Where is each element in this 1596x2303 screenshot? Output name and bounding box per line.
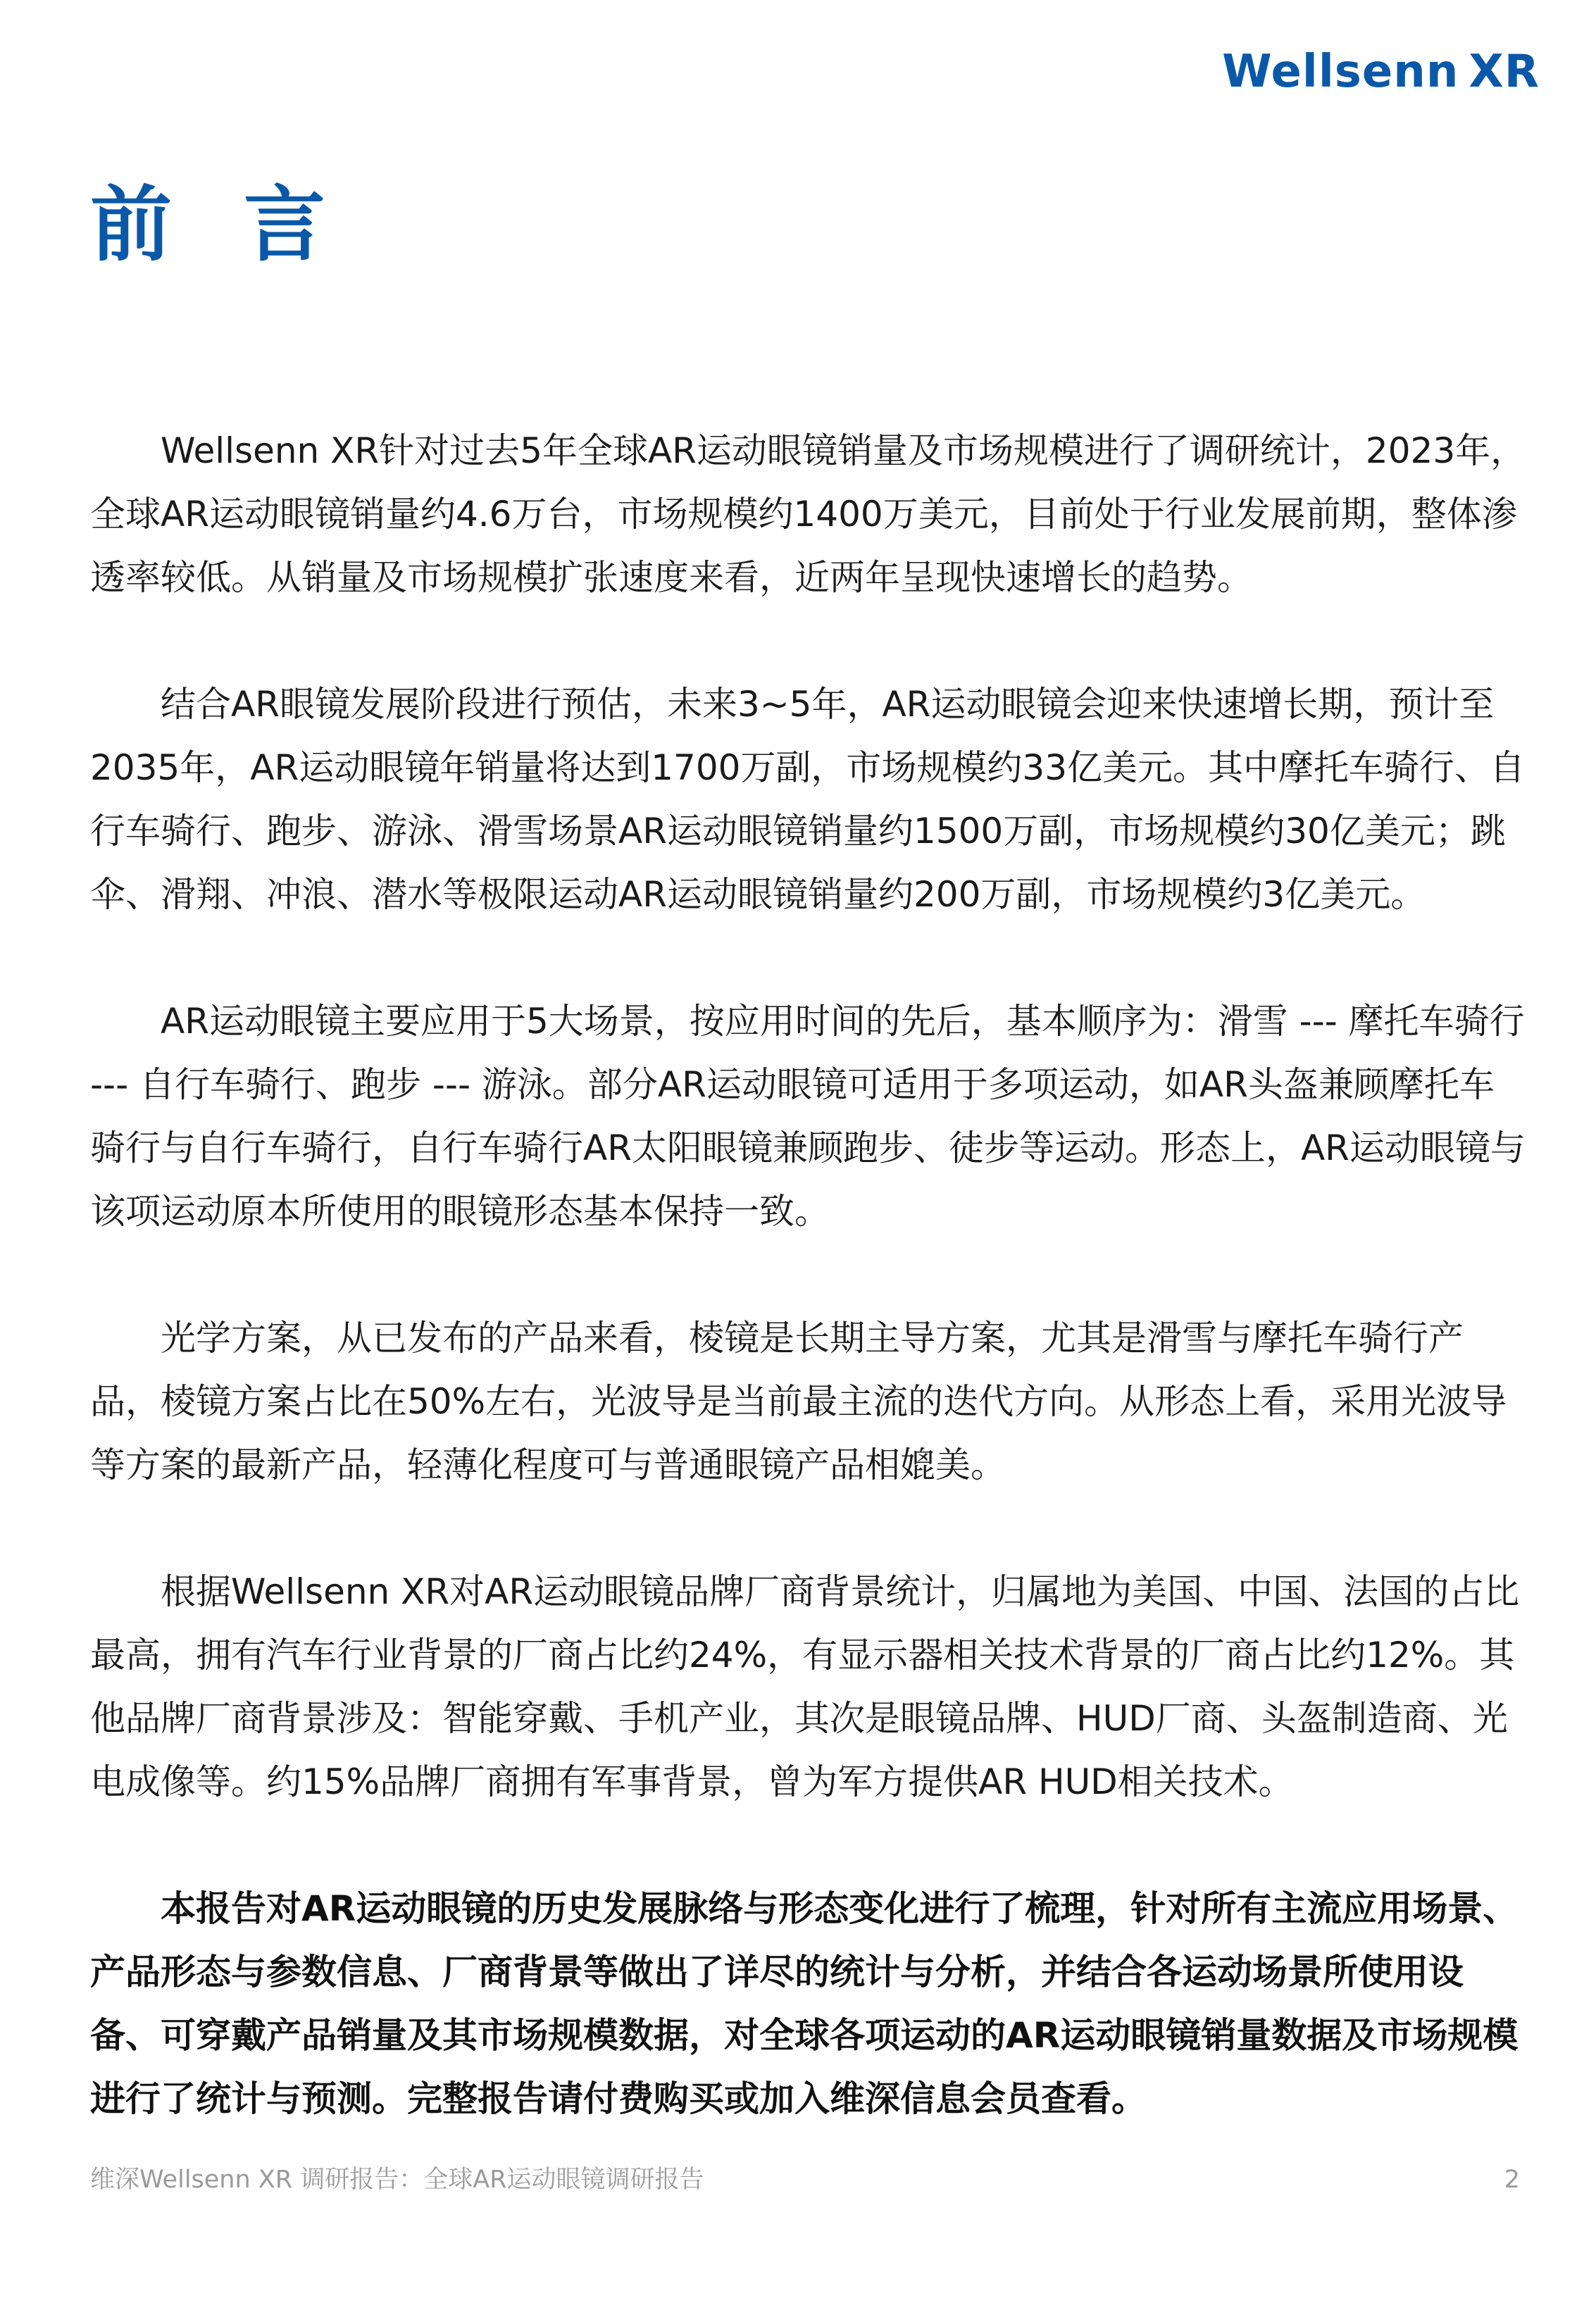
page-number: 2 [1504, 2166, 1520, 2194]
page-title: 前言 [90, 177, 397, 273]
paragraph-optical-solutions: 光学方案，从已发布的产品来看，棱镜是长期主导方案，尤其是滑雪与摩托车骑行产品，棱镜方案占比在50%左右，光波导是当前最主流的迭代方向。从形态上看，采用光波导等方案的最新产品，轻薄化程度可与普通眼镜产品相媲美。 [90, 1318, 1507, 1485]
logo-name: Wellsenn [1222, 46, 1459, 98]
body-content [90, 419, 1527, 2194]
logo-wordmark [1222, 46, 1540, 98]
paragraph-application-scenarios: AR运动眼镜主要应用于5大场景，按应用时间的先后，基本顺序为：滑雪 --- 摩托车骑行 --- 自行车骑行、跑步 --- 游泳。部分AR运动眼镜可适用于多项运动，如AR头盔兼顾摩托车骑行与自行车骑行，自行车骑行AR太阳眼镜兼顾跑步、徒步等运动。形态上，AR运动眼镜与该项运动原本所使用的眼镜形态基本保持一致。 [90, 1001, 1526, 1232]
footer-source: 维深Wellsenn XR 调研报告：全球AR运动眼镜调研报告 [90, 2166, 704, 2194]
page-footer [90, 2168, 1520, 2192]
logo-xr: XR [1469, 46, 1540, 98]
paragraph-forecast: 结合AR眼镜发展阶段进行预估，未来3~5年，AR运动眼镜会迎来快速增长期，预计至2035年，AR运动眼镜年销量将达到1700万副，市场规模约33亿美元。其中摩托车骑行、自行车骑行、跑步、游泳、滑雪场景AR运动眼镜销量约1500万副，市场规模约30亿美元；跳伞、滑翔、冲浪、潜水等极限运动AR运动眼镜销量约200万副，市场规模约3亿美元。 [90, 684, 1526, 915]
paragraph-sales-overview: Wellsenn XR针对过去5年全球AR运动眼镜销量及市场规模进行了调研统计，2023年，全球AR运动眼镜销量约4.6万台，市场规模约1400万美元，目前处于行业发展前期，整体渗透率较低。从销量及市场规模扩张速度来看，近两年呈现快速增长的趋势。 [90, 430, 1526, 598]
paragraph-vendor-background: 根据Wellsenn XR对AR运动眼镜品牌厂商背景统计，归属地为美国、中国、法国的占比最高，拥有汽车行业背景的厂商占比约24%，有显示器相关技术背景的厂商占比约12%。其他品牌厂商背景涉及：智能穿戴、手机产业，其次是眼镜品牌、HUD厂商、头盔制造商、光电成像等。约15%品牌厂商拥有军事背景，曾为军方提供AR HUD相关技术。 [90, 1571, 1520, 1802]
paragraph-report-summary: 本报告对AR运动眼镜的历史发展脉络与形态变化进行了梳理，针对所有主流应用场景、产品形态与参数信息、厂商背景等做出了详尽的统计与分析，并结合各运动场景所使用设备、可穿戴产品销量及其市场规模数据，对全球各项运动的AR运动眼镜销量数据及市场规模进行了统计与预测。完整报告请付费购买或加入维深信息会员查看。 [90, 1888, 1519, 2119]
brand-logo [1222, 46, 1540, 97]
